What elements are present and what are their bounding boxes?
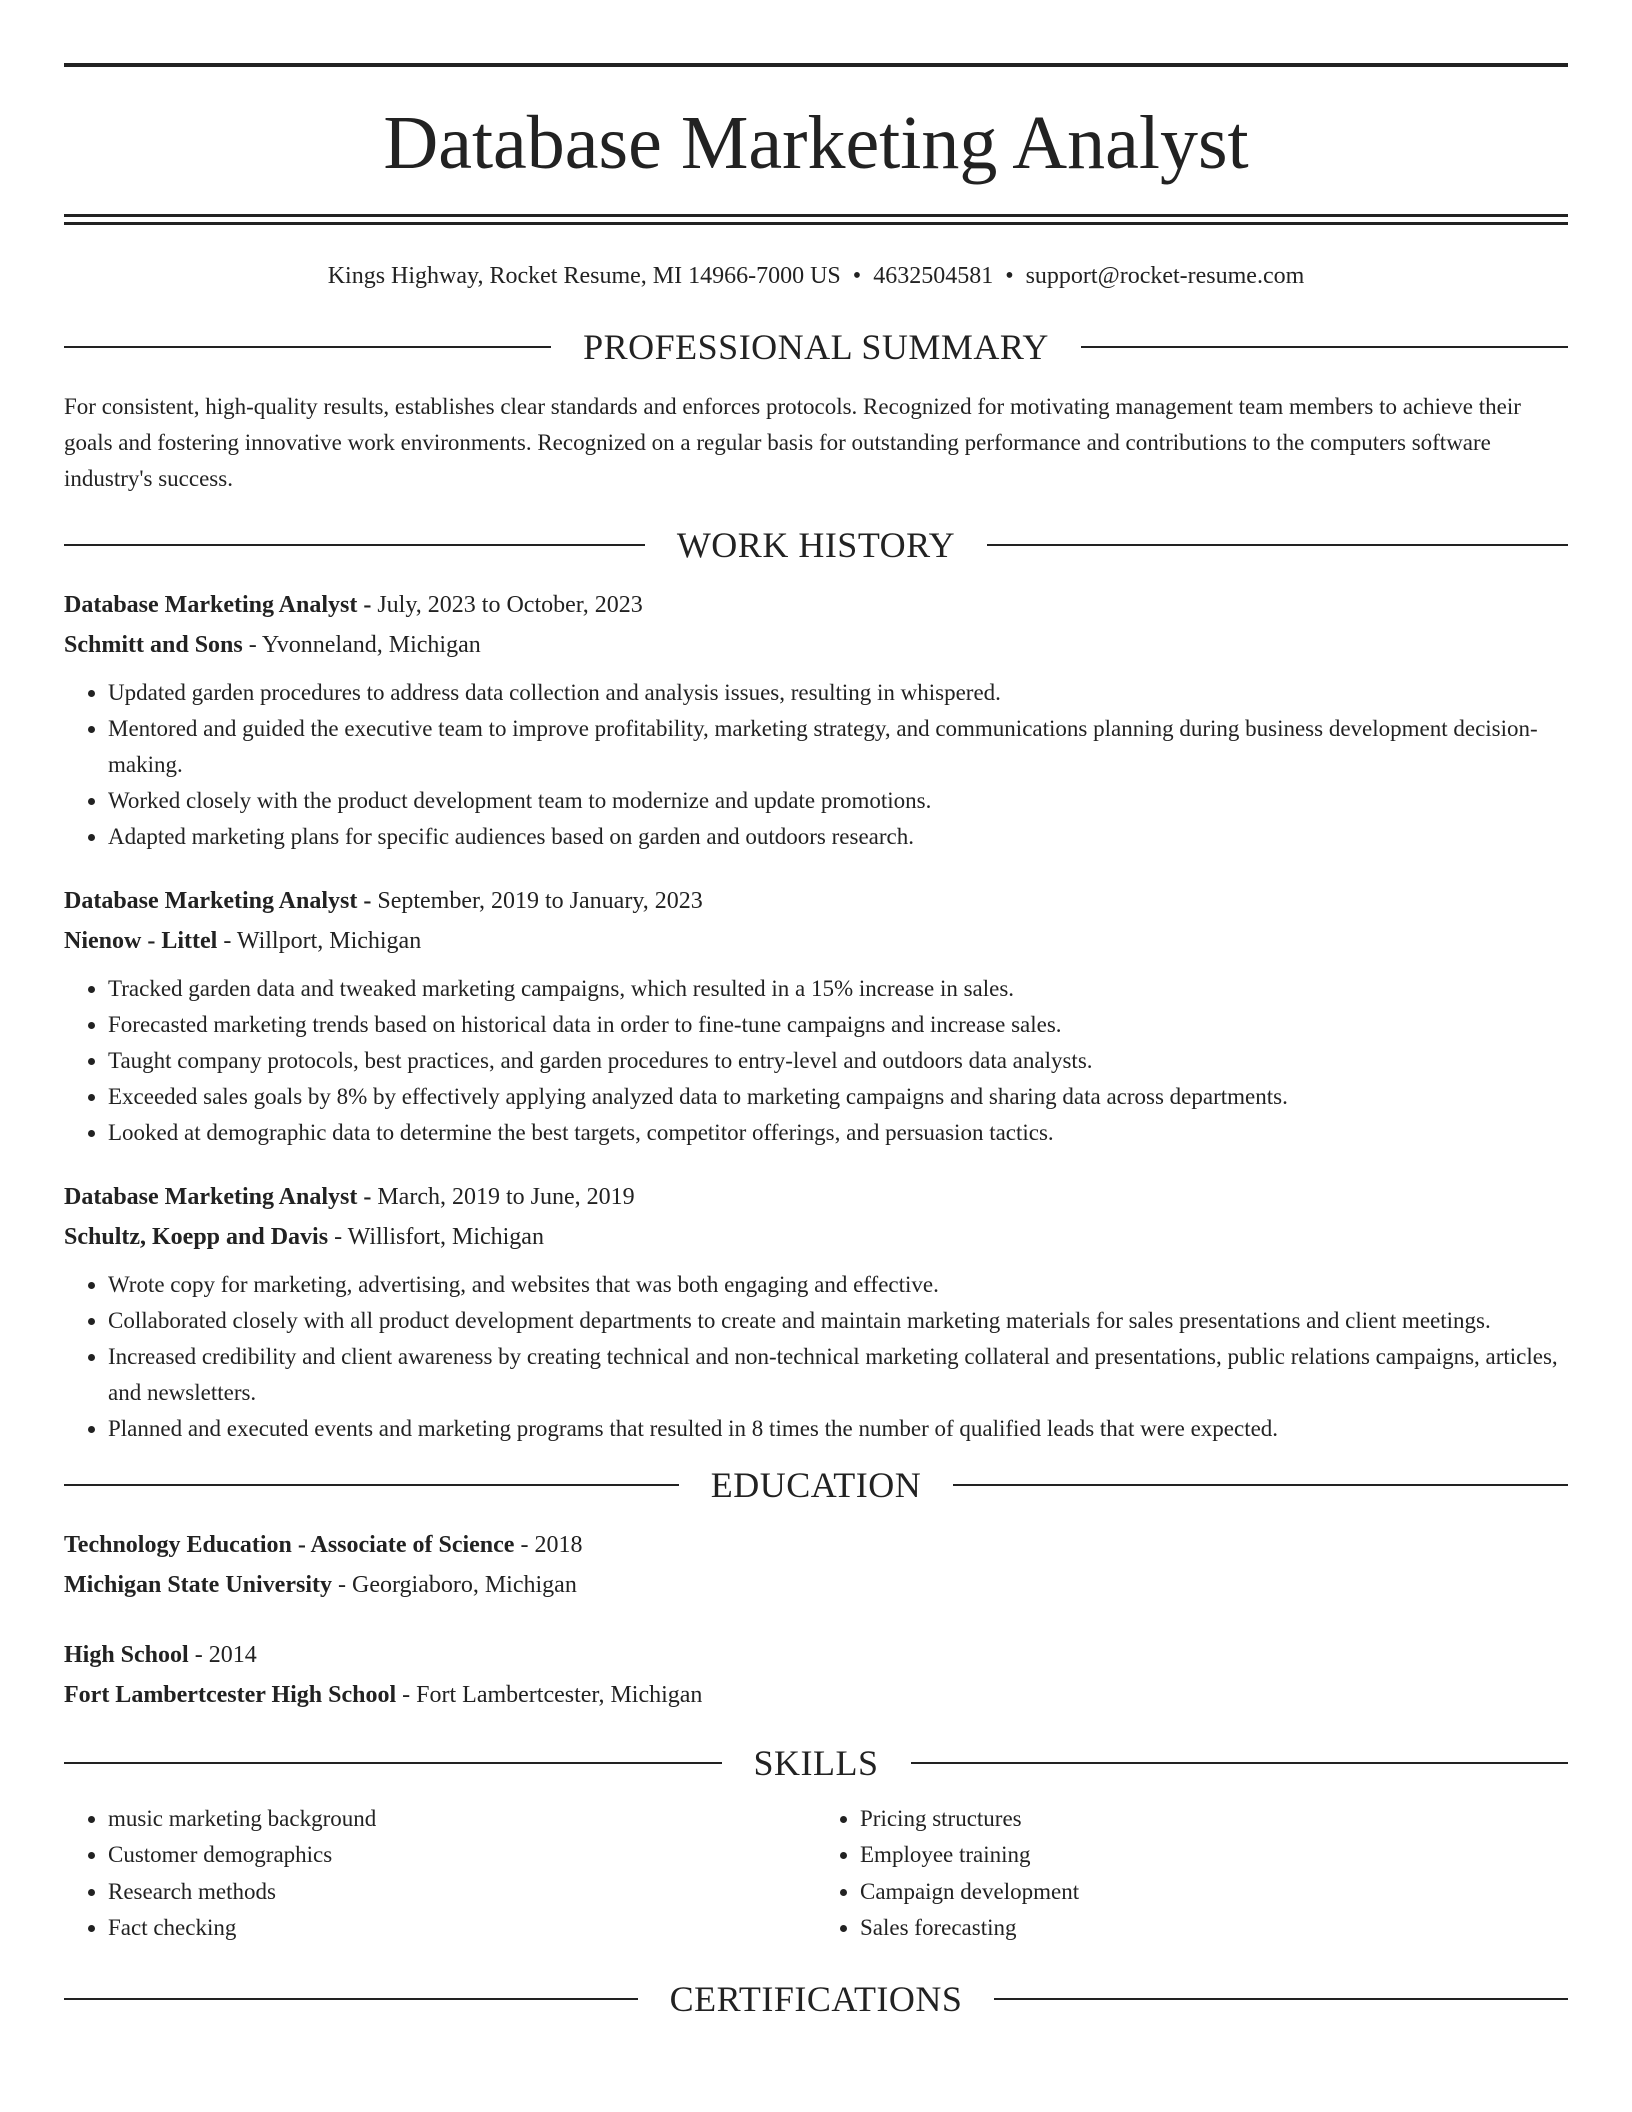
section-rule <box>64 1762 722 1764</box>
contact-separator: • <box>1005 263 1014 289</box>
dash: - <box>331 1571 352 1598</box>
list-item: • Customer demographics <box>108 1837 816 1874</box>
contact-line <box>64 262 1568 291</box>
education-school-line <box>64 1565 1568 1605</box>
section-rule <box>64 346 551 348</box>
skills-column-left <box>64 1801 816 1947</box>
education-year: 2014 <box>208 1641 257 1668</box>
section-header-work-history <box>64 524 1568 565</box>
education-school: Michigan State University <box>64 1571 332 1598</box>
list-item: • Research methods <box>108 1874 816 1911</box>
list-item: • Tracked garden data and tweaked marketing campaigns, which resulted in a 15% increase in sales. <box>108 971 1568 1007</box>
list-item: • Exceeded sales goals by 8% by effectively applying analyzed data to marketing campaigns and sharing data across departments. <box>108 1079 1568 1115</box>
section-rule <box>64 544 645 546</box>
list-item: • Looked at demographic data to determine the best targets, competitor offerings, and persuasion tactics. <box>108 1115 1568 1151</box>
list-item: • Fact checking <box>108 1910 816 1947</box>
education-degree: High School <box>64 1641 189 1668</box>
contact-address: Kings Highway, Rocket Resume, MI 14966-7000 US <box>327 263 841 289</box>
contact-separator: • <box>852 263 862 289</box>
education-entry <box>64 1525 1568 1605</box>
job-title-line <box>64 881 1568 921</box>
section-header-education <box>64 1464 1568 1505</box>
job-title: Database Marketing Analyst <box>64 887 358 914</box>
top-rule <box>64 63 1568 67</box>
list-item: • Taught company protocols, best practices, and garden procedures to entry-level and outdoors data analysts. <box>108 1043 1568 1079</box>
section-rule <box>987 544 1568 546</box>
dash: - <box>357 591 378 618</box>
education-location: Fort Lambertcester, Michigan <box>416 1681 703 1708</box>
job-dates: September, 2019 to January, 2023 <box>377 887 703 914</box>
education-year: 2018 <box>534 1531 583 1558</box>
job-company-line <box>64 921 1568 961</box>
list-item: • Worked closely with the product development team to modernize and update promotions. <box>108 783 1568 819</box>
job-company-line <box>64 1217 1568 1257</box>
job-bullets <box>64 675 1568 855</box>
list-item: • Employee training <box>860 1837 1568 1874</box>
list-item: • Pricing structures <box>860 1801 1568 1838</box>
contact-email[interactable]: support@rocket-resume.com <box>1025 263 1305 289</box>
job-dates: March, 2019 to June, 2019 <box>377 1183 635 1210</box>
job-title: Database Marketing Analyst <box>64 1183 358 1210</box>
section-title: WORK HISTORY <box>676 524 956 565</box>
list-item: • Campaign development <box>860 1874 1568 1911</box>
job-title-line <box>64 1177 1568 1217</box>
resume-page <box>0 63 1632 2112</box>
education-school-line <box>64 1675 1568 1715</box>
job-company: Schmitt and Sons <box>64 631 243 658</box>
job-company: Schultz, Koepp and Davis <box>64 1223 329 1250</box>
job-dates: July, 2023 to October, 2023 <box>377 591 643 618</box>
section-rule <box>1081 346 1568 348</box>
contact-phone: 4632504581 <box>873 263 994 289</box>
list-item: • Updated garden procedures to address data collection and analysis issues, resulting in whispered. <box>108 675 1568 711</box>
section-rule <box>911 1762 1569 1764</box>
job-location: Yvonneland, Michigan <box>261 631 481 658</box>
education-entry <box>64 1635 1568 1715</box>
list-item: • Collaborated closely with all product development departments to create and maintain marketing materials for sales presentations and client meetings. <box>108 1303 1568 1339</box>
dash: - <box>328 1223 348 1250</box>
job-bullets <box>64 1267 1568 1447</box>
section-title: EDUCATION <box>710 1464 922 1505</box>
list-item: • Increased credibility and client awareness by creating technical and non-technical marketing collateral and presentations, public relations campaigns, articles, and newsletters. <box>108 1339 1568 1411</box>
dash: - <box>242 631 262 658</box>
job-company-line <box>64 625 1568 665</box>
section-rule <box>64 1998 638 2000</box>
list-item: • Sales forecasting <box>860 1910 1568 1947</box>
list-item: • Adapted marketing plans for specific audiences based on garden and outdoors research. <box>108 819 1568 855</box>
list-item: • Wrote copy for marketing, advertising, and websites that was both engaging and effective. <box>108 1267 1568 1303</box>
job-title-line <box>64 585 1568 625</box>
dash: - <box>357 1183 378 1210</box>
list-item: • Mentored and guided the executive team to improve profitability, marketing strategy, and communications planning during business development decision-making. <box>108 711 1568 783</box>
section-header-summary <box>64 326 1568 367</box>
section-title: CERTIFICATIONS <box>669 1978 963 2019</box>
education-location: Georgiaboro, Michigan <box>351 1571 577 1598</box>
skills-column-right <box>816 1801 1568 1947</box>
dash: - <box>396 1681 417 1708</box>
double-rule <box>64 214 1568 225</box>
section-title: SKILLS <box>753 1742 879 1783</box>
education-school: Fort Lambertcester High School <box>64 1681 397 1708</box>
education-degree-line <box>64 1525 1568 1565</box>
dash: - <box>217 927 237 954</box>
list-item: • Planned and executed events and marketing programs that resulted in 8 times the number of qualified leads that were expected. <box>108 1411 1568 1447</box>
section-rule <box>953 1484 1568 1486</box>
job-entry <box>64 1177 1568 1447</box>
job-company: Nienow - Littel <box>64 927 218 954</box>
dash: - <box>514 1531 535 1558</box>
section-header-certifications <box>64 1978 1568 2019</box>
summary-text: For consistent, high-quality results, establishes clear standards and enforces protocols. Recognized for motivating management team members to achieve their goals and fostering innovative work environments. Recognized on a regular basis for outstanding performance and contributions to the computers software industry's success. <box>64 393 1521 491</box>
job-bullets <box>64 971 1568 1151</box>
education-degree: Technology Education - Associate of Science <box>64 1531 515 1558</box>
list-item: • Forecasted marketing trends based on historical data in order to fine-tune campaigns and increase sales. <box>108 1007 1568 1043</box>
education-degree-line <box>64 1635 1568 1675</box>
resume-title: Database Marketing Analyst <box>383 101 1249 185</box>
section-rule <box>64 1484 679 1486</box>
job-entry <box>64 585 1568 855</box>
section-header-skills <box>64 1742 1568 1783</box>
section-title: PROFESSIONAL SUMMARY <box>583 326 1049 367</box>
list-item: • music marketing background <box>108 1801 816 1838</box>
dash: - <box>357 887 378 914</box>
job-location: Willisfort, Michigan <box>347 1223 544 1250</box>
job-title: Database Marketing Analyst <box>64 591 358 618</box>
skills-list <box>64 1801 1568 1947</box>
job-entry <box>64 881 1568 1151</box>
job-location: Willport, Michigan <box>236 927 422 954</box>
dash: - <box>188 1641 209 1668</box>
section-rule <box>994 1998 1568 2000</box>
